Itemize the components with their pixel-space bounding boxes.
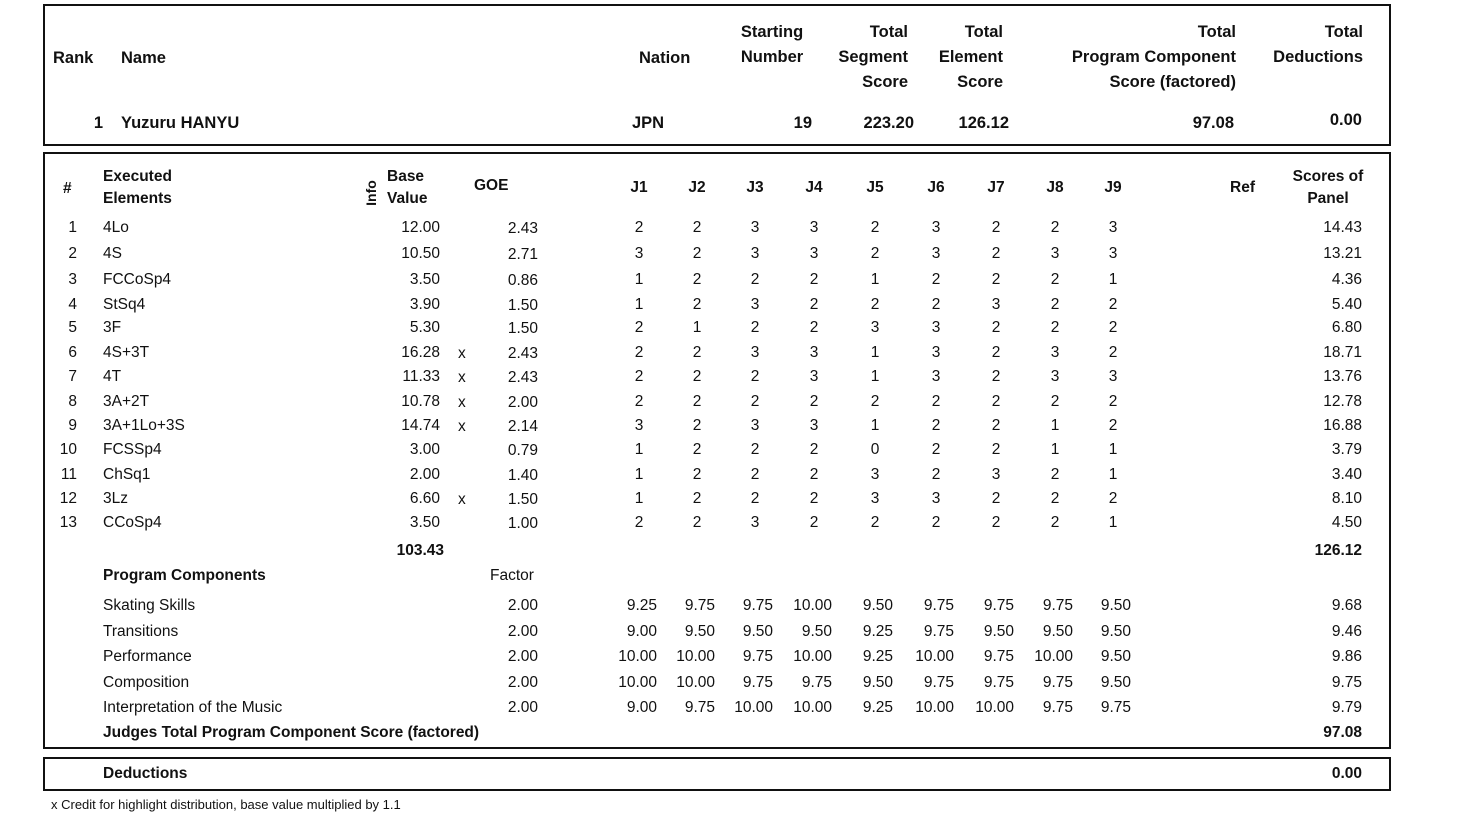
element-judge-score: 2 (1050, 219, 1060, 236)
total-segment-score-header: Total Segment Score (838, 23, 908, 91)
col-header-info: Info (363, 180, 379, 206)
component-judge-score: 9.50 (742, 623, 773, 640)
component-judge-score: 9.25 (862, 623, 893, 640)
component-name: Transitions (103, 623, 179, 640)
element-goe: 1.50 (507, 491, 538, 508)
deductions-label: Deductions (103, 765, 188, 782)
element-judge-score: 2 (931, 417, 941, 434)
element-name: 4S (103, 245, 122, 262)
element-judge-score: 3 (1050, 368, 1060, 385)
element-judge-score: 2 (750, 368, 760, 385)
component-panel-score: 9.68 (1331, 597, 1362, 614)
component-factor: 2.00 (507, 623, 538, 640)
total-element-score-header: Total Element Score (938, 23, 1003, 91)
element-judge-score: 2 (692, 296, 702, 313)
component-judge-score: 9.75 (742, 597, 773, 614)
component-judge-score: 10.00 (975, 699, 1014, 716)
element-judge-score: 2 (634, 514, 644, 531)
element-judge-score: 2 (809, 271, 819, 288)
element-judge-score: 2 (750, 490, 760, 507)
element-judge-score: 2 (692, 441, 702, 458)
skater-total-pcs: 97.08 (1192, 114, 1234, 132)
element-panel-score: 14.43 (1323, 219, 1362, 236)
element-panel-score: 6.80 (1331, 319, 1362, 336)
element-judge-score: 2 (809, 466, 819, 483)
component-judge-score: 10.00 (676, 674, 715, 691)
element-judge-score: 2 (870, 514, 880, 531)
skater-starting-number: 19 (793, 114, 812, 132)
element-judge-score: 2 (809, 441, 819, 458)
element-judge-score: 2 (991, 441, 1001, 458)
component-factor: 2.00 (507, 597, 538, 614)
element-judge-score: 3 (1108, 219, 1118, 236)
elements-total-base-value: 103.43 (396, 542, 444, 559)
element-judge-score: 3 (750, 344, 760, 361)
judge-header-2: J2 (688, 179, 706, 196)
element-base-value: 12.00 (401, 219, 440, 236)
component-judge-score: 9.50 (801, 623, 832, 640)
col-header-goe: GOE (474, 177, 509, 194)
element-name: 3A+2T (103, 393, 150, 410)
element-name: 4T (103, 368, 122, 385)
element-name: ChSq1 (103, 466, 151, 483)
judge-header-1: J1 (630, 179, 648, 196)
element-judge-score: 2 (692, 368, 702, 385)
element-judge-score: 3 (931, 245, 941, 262)
component-panel-score: 9.86 (1331, 648, 1362, 665)
element-judge-score: 3 (750, 296, 760, 313)
skater-total-element-score: 126.12 (958, 114, 1009, 132)
element-panel-score: 12.78 (1323, 393, 1362, 410)
component-judge-score: 9.50 (1100, 648, 1131, 665)
component-judge-score: 10.00 (676, 648, 715, 665)
element-judge-score: 2 (931, 441, 941, 458)
component-judge-score: 10.00 (793, 699, 832, 716)
element-number: 11 (60, 466, 77, 483)
component-judge-score: 9.75 (923, 597, 954, 614)
element-judge-score: 2 (692, 245, 702, 262)
element-name: 4S+3T (103, 344, 150, 361)
component-judge-score: 10.00 (618, 648, 657, 665)
element-judge-score: 2 (692, 417, 702, 434)
elements-total-panel: 126.12 (1314, 542, 1362, 559)
element-judge-score: 2 (1050, 514, 1060, 531)
element-judge-score: 3 (809, 219, 819, 236)
element-base-value: 11.33 (402, 368, 440, 385)
components-total-label: Judges Total Program Component Score (factored) (103, 724, 480, 741)
element-judge-score: 2 (1050, 319, 1060, 336)
element-number: 8 (68, 393, 77, 410)
element-judge-score: 2 (692, 393, 702, 410)
element-judge-score: 2 (991, 344, 1001, 361)
element-name: 3Lz (103, 490, 128, 507)
element-base-value: 10.50 (401, 245, 440, 262)
element-judge-score: 2 (692, 514, 702, 531)
element-goe: 0.79 (507, 442, 538, 459)
element-judge-score: 2 (634, 344, 644, 361)
element-judge-score: 3 (1050, 245, 1060, 262)
element-judge-score: 2 (634, 368, 644, 385)
element-judge-score: 1 (634, 441, 644, 458)
element-judge-score: 2 (634, 219, 644, 236)
element-judge-score: 2 (809, 393, 819, 410)
element-judge-score: 3 (870, 319, 880, 336)
element-panel-score: 13.21 (1323, 245, 1362, 262)
element-judge-score: 3 (1108, 368, 1118, 385)
element-judge-score: 2 (870, 296, 880, 313)
element-judge-score: 2 (931, 271, 941, 288)
element-judge-score: 1 (1108, 514, 1118, 531)
element-judge-score: 3 (750, 417, 760, 434)
element-judge-score: 2 (1108, 490, 1118, 507)
component-judge-score: 9.00 (626, 623, 657, 640)
component-factor: 2.00 (507, 674, 538, 691)
component-judge-score: 10.00 (618, 674, 657, 691)
element-number: 12 (59, 490, 77, 507)
component-judge-score: 9.75 (801, 674, 832, 691)
element-judge-score: 2 (991, 417, 1001, 434)
element-base-value: 16.28 (401, 344, 440, 361)
footnote: x Credit for highlight distribution, base value multiplied by 1.1 (51, 797, 401, 812)
element-judge-score: 2 (991, 245, 1001, 262)
col-header-number: # (63, 180, 72, 197)
element-judge-score: 2 (931, 296, 941, 313)
element-info: x (458, 369, 466, 386)
component-name: Skating Skills (103, 597, 196, 614)
judge-header-4: J4 (805, 179, 823, 196)
element-panel-score: 18.71 (1323, 344, 1362, 361)
skater-rank: 1 (93, 114, 103, 132)
judge-header-3: J3 (746, 179, 764, 196)
element-judge-score: 2 (991, 271, 1001, 288)
element-goe: 1.00 (507, 515, 538, 532)
element-panel-score: 4.50 (1331, 514, 1362, 531)
element-judge-score: 2 (870, 219, 880, 236)
component-judge-score: 9.25 (862, 699, 893, 716)
element-goe: 2.43 (507, 220, 538, 237)
element-judge-score: 1 (692, 319, 702, 336)
component-judge-score: 10.00 (915, 699, 954, 716)
component-judge-score: 9.50 (684, 623, 715, 640)
element-judge-score: 1 (870, 271, 880, 288)
component-judge-score: 9.75 (1042, 597, 1073, 614)
element-info: x (458, 491, 466, 508)
component-judge-score: 9.50 (1100, 623, 1131, 640)
element-judge-score: 1 (1108, 466, 1118, 483)
element-judge-score: 2 (931, 514, 941, 531)
judge-header-6: J6 (927, 179, 945, 196)
component-judge-score: 9.50 (1042, 623, 1073, 640)
element-judge-score: 1 (634, 466, 644, 483)
component-name: Performance (103, 648, 192, 665)
element-base-value: 5.30 (409, 319, 440, 336)
element-judge-score: 3 (634, 417, 644, 434)
element-number: 7 (68, 368, 77, 385)
component-panel-score: 9.75 (1331, 674, 1362, 691)
element-judge-score: 0 (870, 441, 880, 458)
element-number: 3 (68, 271, 77, 288)
element-judge-score: 1 (1050, 417, 1060, 434)
element-judge-score: 2 (991, 319, 1001, 336)
components-total-value: 97.08 (1323, 724, 1362, 741)
component-judge-score: 9.25 (862, 648, 893, 665)
nation-header: Nation (639, 49, 691, 67)
element-number: 9 (68, 417, 77, 434)
element-goe: 2.00 (507, 394, 538, 411)
component-judge-score: 10.00 (734, 699, 773, 716)
judge-header-8: J8 (1046, 179, 1064, 196)
element-judge-score: 2 (931, 393, 941, 410)
element-name: 3F (103, 319, 122, 336)
element-base-value: 6.60 (409, 490, 440, 507)
element-goe: 2.43 (507, 345, 538, 362)
element-goe: 0.86 (507, 272, 538, 289)
component-judge-score: 10.00 (915, 648, 954, 665)
element-info: x (458, 345, 466, 362)
element-judge-score: 2 (991, 490, 1001, 507)
element-judge-score: 2 (750, 319, 760, 336)
element-goe: 2.14 (507, 418, 538, 435)
element-judge-score: 2 (1108, 417, 1118, 434)
element-judge-score: 2 (1108, 296, 1118, 313)
element-judge-score: 2 (750, 271, 760, 288)
component-judge-score: 9.75 (1100, 699, 1131, 716)
element-info: x (458, 418, 466, 435)
component-judge-score: 9.75 (1042, 699, 1073, 716)
element-number: 1 (68, 219, 77, 236)
element-judge-score: 3 (931, 219, 941, 236)
component-judge-score: 9.50 (862, 597, 893, 614)
element-number: 5 (68, 319, 77, 336)
component-judge-score: 10.00 (793, 597, 832, 614)
col-header-scores-of-panel: Scores of Panel (1292, 168, 1364, 207)
component-name: Interpretation of the Music (103, 699, 283, 716)
skater-total-segment-score: 223.20 (863, 114, 914, 132)
element-judge-score: 2 (809, 490, 819, 507)
element-base-value: 3.90 (409, 296, 440, 313)
element-base-value: 14.74 (401, 417, 440, 434)
component-judge-score: 10.00 (1034, 648, 1073, 665)
element-panel-score: 4.36 (1331, 271, 1362, 288)
element-name: FCSSp4 (103, 441, 162, 458)
element-judge-score: 2 (1108, 319, 1118, 336)
element-judge-score: 1 (634, 296, 644, 313)
element-judge-score: 2 (692, 466, 702, 483)
element-judge-score: 3 (750, 245, 760, 262)
component-judge-score: 9.25 (626, 597, 657, 614)
name-header: Name (121, 49, 166, 67)
element-judge-score: 1 (634, 490, 644, 507)
component-judge-score: 9.75 (923, 674, 954, 691)
element-judge-score: 3 (750, 514, 760, 531)
deductions-value: 0.00 (1331, 765, 1362, 782)
element-judge-score: 2 (991, 368, 1001, 385)
element-judge-score: 3 (870, 466, 880, 483)
element-judge-score: 2 (1050, 271, 1060, 288)
element-judge-score: 2 (809, 296, 819, 313)
element-panel-score: 5.40 (1331, 296, 1362, 313)
element-judge-score: 3 (1050, 344, 1060, 361)
element-judge-score: 1 (870, 417, 880, 434)
element-judge-score: 2 (750, 441, 760, 458)
factor-header: Factor (490, 567, 534, 584)
element-judge-score: 2 (634, 393, 644, 410)
component-judge-score: 9.75 (983, 597, 1014, 614)
element-number: 13 (59, 514, 77, 531)
element-judge-score: 1 (870, 344, 880, 361)
element-judge-score: 1 (1050, 441, 1060, 458)
element-judge-score: 3 (809, 344, 819, 361)
element-judge-score: 2 (634, 319, 644, 336)
element-judge-score: 2 (1050, 393, 1060, 410)
element-judge-score: 1 (1108, 441, 1118, 458)
component-judge-score: 9.75 (684, 597, 715, 614)
element-panel-score: 8.10 (1331, 490, 1362, 507)
judge-header-5: J5 (866, 179, 884, 196)
element-base-value: 10.78 (401, 393, 440, 410)
component-judge-score: 9.75 (923, 623, 954, 640)
element-info: x (458, 394, 466, 411)
element-judge-score: 2 (870, 393, 880, 410)
element-judge-score: 1 (1108, 271, 1118, 288)
element-judge-score: 3 (931, 344, 941, 361)
element-goe: 1.40 (507, 467, 538, 484)
element-judge-score: 3 (931, 368, 941, 385)
element-judge-score: 2 (1050, 490, 1060, 507)
element-name: FCCoSp4 (103, 271, 172, 288)
element-judge-score: 3 (931, 490, 941, 507)
element-judge-score: 3 (1108, 245, 1118, 262)
component-judge-score: 9.75 (684, 699, 715, 716)
element-number: 6 (68, 344, 77, 361)
element-judge-score: 3 (809, 368, 819, 385)
component-judge-score: 9.75 (1042, 674, 1073, 691)
element-name: CCoSp4 (103, 514, 162, 531)
element-judge-score: 2 (809, 319, 819, 336)
element-judge-score: 2 (692, 344, 702, 361)
element-judge-score: 3 (870, 490, 880, 507)
element-goe: 2.71 (507, 246, 538, 263)
component-judge-score: 9.75 (742, 648, 773, 665)
component-judge-score: 9.75 (983, 674, 1014, 691)
total-pcs-header: Total Program Component Score (factored) (1071, 23, 1236, 91)
element-judge-score: 2 (870, 245, 880, 262)
element-name: 4Lo (103, 219, 129, 236)
col-header-base-value: Base Value (387, 168, 428, 207)
element-judge-score: 2 (991, 393, 1001, 410)
element-panel-score: 16.88 (1323, 417, 1362, 434)
component-judge-score: 9.00 (626, 699, 657, 716)
element-judge-score: 3 (991, 466, 1001, 483)
element-judge-score: 2 (692, 271, 702, 288)
element-base-value: 3.50 (409, 514, 440, 531)
element-number: 4 (68, 296, 77, 313)
component-judge-score: 9.75 (742, 674, 773, 691)
element-judge-score: 2 (809, 514, 819, 531)
element-judge-score: 3 (750, 219, 760, 236)
element-name: StSq4 (103, 296, 146, 313)
element-number: 2 (68, 245, 77, 262)
component-judge-score: 10.00 (793, 648, 832, 665)
element-judge-score: 1 (870, 368, 880, 385)
element-base-value: 2.00 (409, 466, 440, 483)
element-panel-score: 3.40 (1331, 466, 1362, 483)
element-judge-score: 2 (931, 466, 941, 483)
element-judge-score: 1 (634, 271, 644, 288)
component-factor: 2.00 (507, 699, 538, 716)
skater-nation: JPN (632, 114, 665, 132)
starting-number-header: Starting Number (740, 23, 804, 66)
element-judge-score: 2 (1050, 296, 1060, 313)
component-judge-score: 9.50 (862, 674, 893, 691)
element-number: 10 (59, 441, 77, 458)
element-judge-score: 2 (1050, 466, 1060, 483)
component-judge-score: 9.50 (1100, 597, 1131, 614)
skater-total-deductions: 0.00 (1329, 111, 1362, 129)
element-goe: 2.43 (507, 369, 538, 386)
element-panel-score: 13.76 (1323, 368, 1362, 385)
element-base-value: 3.00 (409, 441, 440, 458)
component-judge-score: 9.50 (983, 623, 1014, 640)
element-judge-score: 3 (634, 245, 644, 262)
element-judge-score: 2 (1108, 393, 1118, 410)
element-judge-score: 2 (750, 466, 760, 483)
deductions-box (43, 757, 1391, 791)
col-header-executed-elements: Executed Elements (103, 168, 172, 207)
judge-header-9: J9 (1104, 179, 1122, 196)
component-judge-score: 9.75 (983, 648, 1014, 665)
component-name: Composition (103, 674, 190, 691)
element-panel-score: 3.79 (1331, 441, 1362, 458)
component-factor: 2.00 (507, 648, 538, 665)
element-judge-score: 2 (692, 219, 702, 236)
component-panel-score: 9.79 (1331, 699, 1362, 716)
total-deductions-header: Total Deductions (1273, 23, 1363, 66)
element-judge-score: 3 (931, 319, 941, 336)
program-components-title: Program Components (103, 567, 266, 584)
element-judge-score: 3 (809, 417, 819, 434)
skater-name: Yuzuru HANYU (121, 114, 240, 132)
judge-header-7: J7 (987, 179, 1005, 196)
element-judge-score: 2 (692, 490, 702, 507)
element-goe: 1.50 (507, 320, 538, 337)
element-judge-score: 3 (991, 296, 1001, 313)
col-header-ref: Ref (1230, 179, 1255, 196)
component-judge-score: 9.50 (1100, 674, 1131, 691)
component-panel-score: 9.46 (1331, 623, 1362, 640)
element-name: 3A+1Lo+3S (103, 417, 185, 434)
element-goe: 1.50 (507, 297, 538, 314)
element-judge-score: 2 (750, 393, 760, 410)
element-judge-score: 3 (809, 245, 819, 262)
element-judge-score: 2 (991, 219, 1001, 236)
element-base-value: 3.50 (409, 271, 440, 288)
rank-header: Rank (53, 49, 94, 67)
element-judge-score: 2 (991, 514, 1001, 531)
element-judge-score: 2 (1108, 344, 1118, 361)
